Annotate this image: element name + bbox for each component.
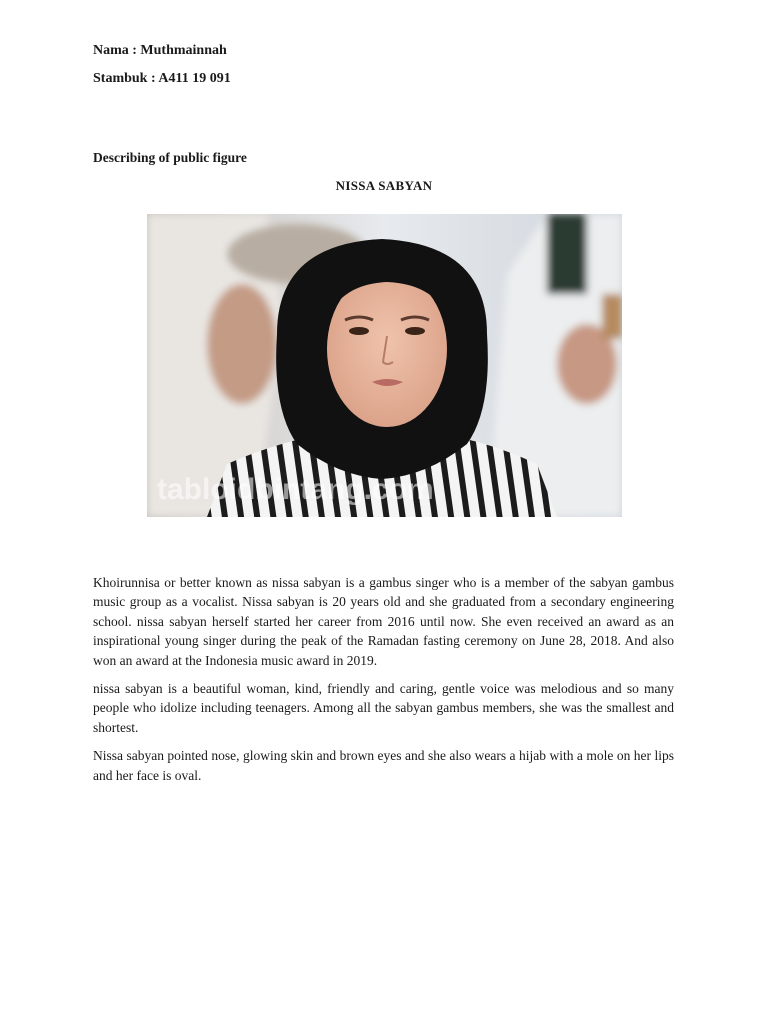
photo-watermark: tabloidbintang.com (157, 473, 434, 506)
figure-title: NISSA SABYAN (335, 178, 433, 193)
portrait-photo (147, 214, 622, 517)
paragraph-1: Khoirunnisa or better known as nissa sabyan is a gambus singer who is a member of the sabyan gambus music group as a vocalist. Nissa sabyan is 20 years old and she graduated from a secondary engineering school. nissa sabyan herself started her career from 2016 until now. She even received an award as an inspirational young singer during the peak of the Ramadan fasting ceremony on June 28, 2018. And also won an award at the Indonesia music award in 2019. (93, 575, 674, 668)
body-text (93, 573, 674, 794)
student-name: Nama : Muthmainnah (93, 43, 227, 58)
paragraph-3: Nissa sabyan pointed nose, glowing skin and brown eyes and she also wears a hijab with a mole on her lips and her face is oval. (93, 748, 674, 783)
student-id: Stambuk : A411 19 091 (93, 71, 231, 86)
paragraph-2: nissa sabyan is a beautiful woman, kind, friendly and caring, gentle voice was melodious and so many people who idolize including teenagers. Among all the sabyan gambus members, she was the smallest and shortest. (93, 681, 674, 735)
section-heading: Describing of public figure (93, 150, 247, 165)
